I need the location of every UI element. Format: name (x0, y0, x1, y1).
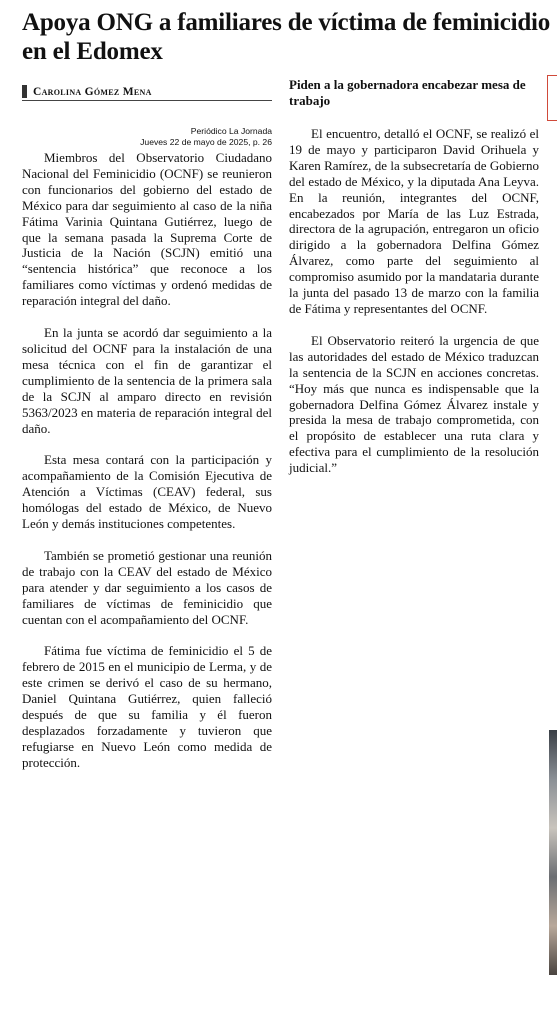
paragraph: En la junta se acordó dar seguimiento a la solicitud del OCNF para la instalación de una mesa técnica con el fin de garantizar el cumplimiento de la sentencia de la primera sala de la SCJN al amparo directo en revisión 5363/2023 en materia de reparación integral del daño. (22, 325, 272, 436)
paragraph: El encuentro, detalló el OCNF, se realizó el 19 de mayo y participaron David Orihuela y Karen Ramírez, de la subsecretaría de Gobierno del estado de México, y la diputada Ana Leyva. En la reunión, integrantes del OCNF, encabezados por María de las Luz Estrada, directora de la agrupación, entregaron un oficio dirigido a la gobernadora Delfina Gómez Álvarez, como parte del seguimiento al compromiso asumido por la mandataria durante la junta del pasado 13 de marzo con la familia de Fátima y representantes del OCNF. (289, 126, 539, 316)
right-column (289, 126, 539, 492)
byline-marker (22, 85, 27, 98)
source-credit (22, 126, 272, 148)
article-headline: Apoya ONG a familiares de víctima de feminicidio en el Edomex (22, 9, 551, 65)
paragraph: También se prometió gestionar una reunión de trabajo con la CEAV del estado de México para atender y dar seguimiento a los casos de familiares de víctimas de feminicidio que cuentan con el acompañamiento del OCNF. (22, 547, 272, 627)
adjacent-content-box (547, 75, 557, 121)
paragraph: Fátima fue víctima de feminicidio el 5 de febrero de 2015 en el municipio de Lerma, y de este crimen se derivó el caso de su hermano, Daniel Quintana Gutiérrez, quien falleció después de que su familia y él fueron desplazados forzadamente y tuvieron que refugiarse en Nuevo León como medida de protección. (22, 643, 272, 770)
paragraph: El Observatorio reiteró la urgencia de que las autoridades del estado de México traduzcan la sentencia de la SCJN en acciones concretas. “Hoy más que nunca es indispensable que la gobernadora Delfina Gómez Álvarez instale y presida la mesa de trabajo comprometida, con el propósito de establecer una ruta clara y efectiva para el cumplimiento de la resolución judicial.” (289, 332, 539, 476)
left-column (22, 150, 272, 787)
source-publication: Periódico La Jornada (190, 126, 272, 136)
subheading: Piden a la gobernadora encabezar mesa de trabajo (289, 77, 526, 108)
adjacent-photo (549, 730, 557, 975)
byline (22, 85, 272, 101)
author-name: Carolina Gómez Mena (33, 85, 152, 98)
paragraph: Esta mesa contará con la participación y acompañamiento de la Comisión Ejecutiva de Atención a Víctimas (CEAV) federal, sus homólogas del estado de México, de Nuevo León y demás instituciones competentes. (22, 452, 272, 532)
source-date: Jueves 22 de mayo de 2025, p. 26 (140, 137, 272, 147)
paragraph: Miembros del Observatorio Ciudadano Nacional del Feminicidio (OCNF) se reunieron con funcionarios del gobierno del estado de México para dar seguimiento al caso de la niña Fátima Varinia Quintana Gutiérrez, luego de que la semana pasada la Suprema Corte de Justicia de la Nación (SCJN) emitió una “sentencia histórica” que reconoce a los familiares como víctimas y ordenó medidas de reparación integral del daño. (22, 150, 272, 309)
